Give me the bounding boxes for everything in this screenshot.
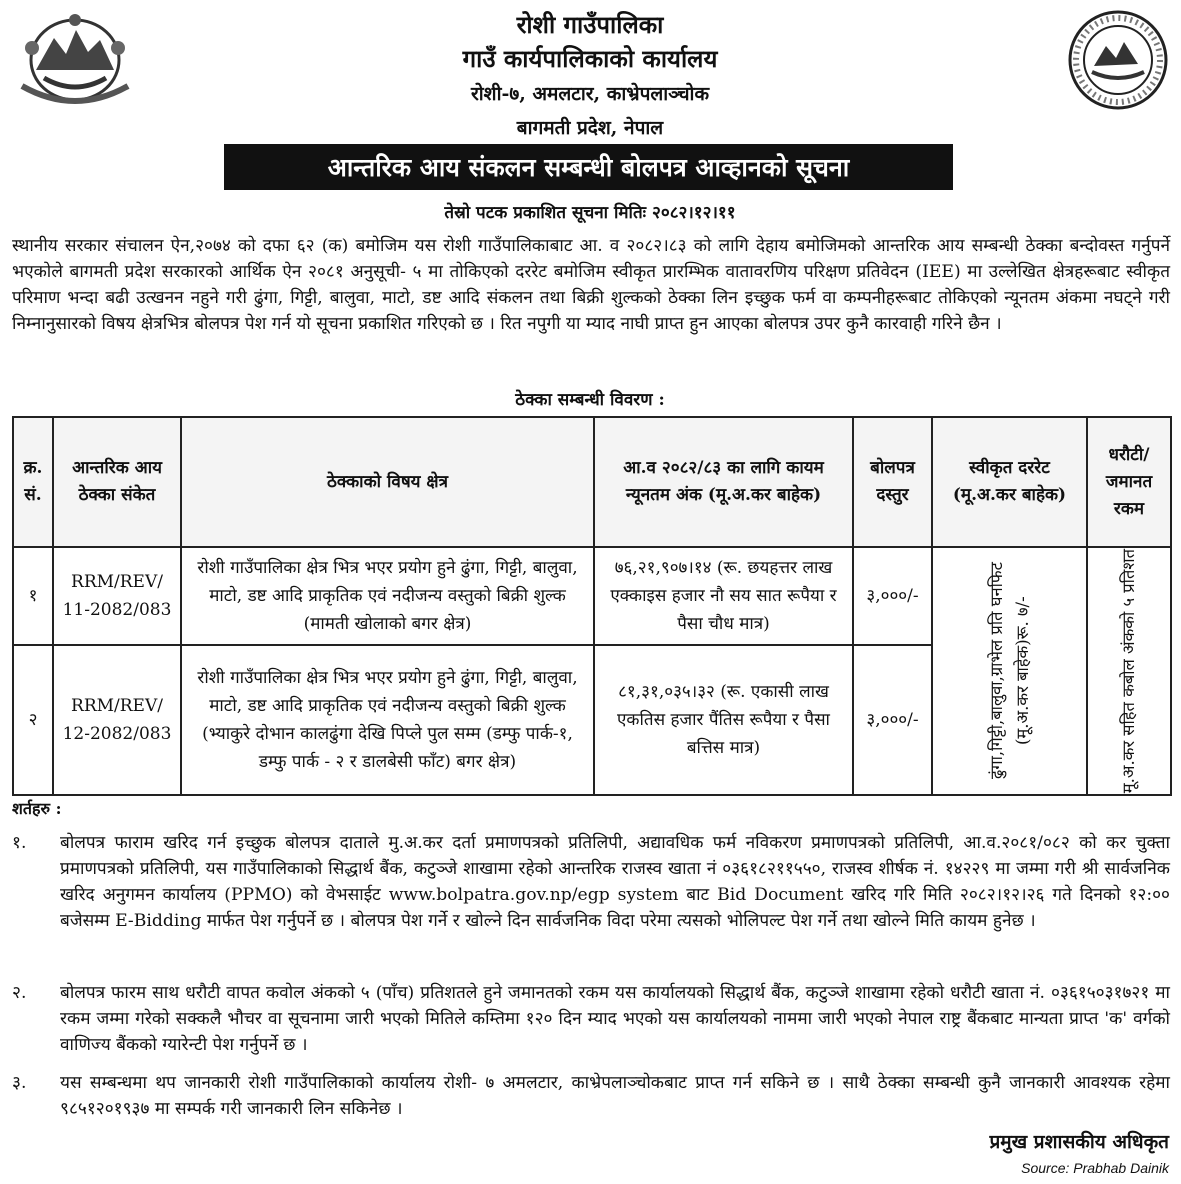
condition-item (12, 980, 1170, 1058)
condition-number: १. (12, 833, 27, 853)
notice-title: आन्तरिक आय संकलन सम्बन्धी बोलपत्र आव्हानको सूचना (224, 144, 953, 190)
header-rate: स्वीकृत दररेट (मू.अ.कर बाहेक) (932, 417, 1087, 547)
intro-paragraph: स्थानीय सरकार संचालन ऐन,२०७४ को दफा ६२ (क) बमोजिम यस रोशी गाउँपालिकाबाट आ. व २०८२।८३ को लागि देहाय बमोजिमको आन्तरिक आय सम्बन्धी ठेक्का बन्दोवस्त गर्नुपर्ने भएकोले बागमती प्रदेश सरकारको आर्थिक ऐन २०८१ अनुसूची- ५ मा तोकिएको दररेट बमोजिम स्वीकृत प्रारम्भिक वातावरणिय परिक्षण प्रतिवेदन (IEE) मा उल्लेखित क्षेत्रहरूबाट स्वीकृत परिमाण भन्दा बढी उत्खनन नहुने गरी ढुंगा, गिट्टी, बालुवा, माटो, डष्ट आदि संकलन तथा बिक्री शुल्कको ठेक्का लिन इच्छुक फर्म वा कम्पनीहरूबाट तोकिएको न्यूनतम अंकमा नघट्ने गरी निम्नानुसारको विषय क्षेत्रभित्र बोलपत्र पेश गर्न यो सूचना प्रकाशित गरिएको छ । रित नपुगी या म्याद नाघी प्राप्त हुन आएका बोलपत्र उपर कुनै कारवाही गरिने छैन । (12, 236, 1170, 334)
condition-number: ३. (12, 1073, 27, 1093)
signature-title: प्रमुख प्रशासकीय अधिकृत (989, 1131, 1169, 1153)
row-fee: ३,०००/- (853, 547, 932, 645)
header-subject: ठेक्काको विषय क्षेत्र (181, 417, 594, 547)
condition-number: २. (12, 983, 27, 1003)
condition-text: बोलपत्र फारम साथ धरौटी वापत कवोल अंकको ५ (पाँच) प्रतिशतले हुने जमानतको रकम यस कार्यालयको सिद्धार्थ बैंक, कटुञ्जे शाखामा रहेको धरौटी खाता नं. ०३६१५०३१७२१ मा रकम जम्मा गरेको सक्कलै भौचर वा सूचनामा जारी भएको मितिले कम्तिमा १२० दिन म्याद भएको यस कार्यालयको नाममा जारी भएको नेपाल राष्ट्र बैंकबाट मान्यता प्राप्त 'क' वर्गको वाणिज्य बैंकको ग्यारेन्टी पेश गर्नुपर्ने छ । (60, 983, 1170, 1055)
contract-section-title: ठेक्का सम्बन्धी विवरण : (515, 390, 665, 410)
rate-text: ढुंगा,गिट्टी,बालुवा,ग्राभेल प्रति घनफिट (मू.अ.कर बाहेक)रू. ७/- (986, 562, 1032, 780)
row-subject: रोशी गाउँपालिका क्षेत्र भित्र भएर प्रयोग हुने ढुंगा, गिट्टी, बालुवा, माटो, डष्ट आदि प्राकृतिक एवं नदीजन्य वस्तुको बिक्री शुल्क (भ्याकुरे दोभान कालढुंगा देखि पिप्ले पुल सम्म (डम्फु पार्क-१, डम्फु पार्क - २ र डालबेसी फाँट) बगर क्षेत्र) (181, 645, 594, 795)
row-subject: रोशी गाउँपालिका क्षेत्र भित्र भएर प्रयोग हुने ढुंगा, गिट्टी, बालुवा, माटो, डष्ट आदि प्राकृतिक एवं नदीजन्य वस्तुको बिक्री शुल्क (मामती खोलाको बगर क्षेत्र) (181, 547, 594, 645)
row-min-amount: ७६,२१,९०७।१४ (रू. छयहत्तर लाख एक्काइस हजार नौ सय सात रूपैया र पैसा चौध मात्र) (594, 547, 853, 645)
deposit-cell (1087, 547, 1171, 795)
publish-date: तेस्रो पटक प्रकाशित सूचना मितिः २०८२।१२।११ (444, 203, 736, 223)
row-code: RRM/REV/ 12-2082/083 (53, 645, 181, 795)
office-address: रोशी-७, अमलटार, काभ्रेपलाञ्चोक (470, 83, 710, 105)
header-min-amount: आ.व २०८२/८३ का लागि कायम न्यूनतम अंक (मू.अ.कर बाहेक) (594, 417, 853, 547)
conditions-title: शर्तहरु : (12, 799, 62, 818)
header-code: आन्तरिक आय ठेक्का संकेत (53, 417, 181, 547)
condition-text: यस सम्बन्धमा थप जानकारी रोशी गाउँपालिकाको कार्यालय रोशी- ७ अमलटार, काभ्रेपलाञ्चोकबाट प्राप्त गर्न सकिने छ । साथै ठेक्का सम्बन्धी कुनै जानकारी आवश्यक रहेमा ९८५१२०१९३७ मा सम्पर्क गरी जानकारी लिन सकिनेछ । (60, 1073, 1170, 1119)
source-credit: Source: Prabhab Dainik (1021, 1160, 1169, 1176)
condition-item (12, 1070, 1170, 1122)
row-code: RRM/REV/ 11-2082/083 (53, 547, 181, 645)
municipality-seal-icon (1066, 8, 1170, 112)
contract-table (12, 416, 1172, 796)
row-sn: १ (13, 547, 53, 645)
header-fee: बोलपत्र दस्तुर (853, 417, 932, 547)
header-sn: क्र. सं. (13, 417, 53, 547)
deposit-text: मू.अ.कर सहित कबोल अंकको ५ प्रतिशत (1119, 548, 1138, 794)
condition-item (12, 830, 1170, 934)
row-fee: ३,०००/- (853, 645, 932, 795)
table-row (13, 547, 1171, 645)
rate-cell (932, 547, 1087, 795)
office-name: गाउँ कार्यपालिकाको कार्यालय (462, 44, 718, 73)
nepal-emblem-icon (14, 8, 136, 106)
row-sn: २ (13, 645, 53, 795)
province-name: बागमती प्रदेश, नेपाल (516, 117, 664, 139)
header-deposit: धरौटी/ जमानत रकम (1087, 417, 1171, 547)
municipality-name: रोशी गाउँपालिका (516, 10, 664, 39)
table-header-row (13, 417, 1171, 547)
condition-text: बोलपत्र फाराम खरिद गर्न इच्छुक बोलपत्र दाताले मु.अ.कर दर्ता प्रमाणपत्रको प्रतिलिपी, अद्यावधिक फर्म नविकरण प्रमाणपत्रको प्रतिलिपी, आ.व.२०८१/०८२ को कर चुक्ता प्रमाणपत्रको प्रतिलिपी, यस गाउँपालिकाको सिद्धार्थ बैंक, कटुञ्जे शाखामा रहेको आन्तरिक राजस्व खाता नं ०३६१८२११५५०, राजस्व शीर्षक नं. १४२२९ मा जम्मा गरी श्री सार्वजनिक खरिद अनुगमन कार्यालय (PPMO) को वेभसाईट www.bolpatra.gov.np/egp system बाट Bid Document खरिद गरि मिति २०८२।१२।२६ गते दिनको १२:०० बजेसम्म E-Bidding मार्फत पेश गर्नुपर्ने छ । बोलपत्र पेश गर्ने र खोल्ने दिन सार्वजनिक विदा परेमा त्यसको भोलिपल्ट पेश गर्ने तथा खोल्ने मिति कायम हुनेछ । (60, 833, 1170, 931)
row-min-amount: ८१,३१,०३५।३२ (रू. एकासी लाख एकतिस हजार पैंतिस रूपैया र पैसा बत्तिस मात्र) (594, 645, 853, 795)
